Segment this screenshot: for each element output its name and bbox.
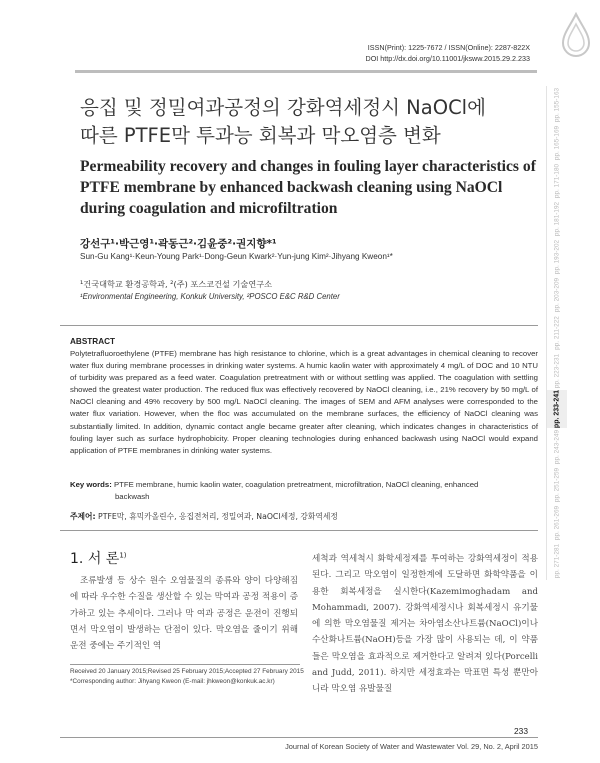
page-range-tab-label: pp. 223-231 — [553, 353, 561, 389]
title-ko-line: 따른 PTFE막 투과능 회복과 막오염층 변화 — [80, 124, 441, 147]
page-range-tab[interactable] — [546, 276, 567, 314]
authors-english: Sun-Gu Kang¹·Keun-Young Park¹·Dong-Geun Kwark²·Yun-jung Kim²·Jihyang Kweon¹* — [80, 252, 393, 261]
body-column-right: 세척과 역세척시 화학세정제를 투여하는 강화역세정이 적용된다. 그리고 막오염이 일정한계에 도달하면 화학약품을 이용한 회복세정을 실시한다(Kazemimoghadam and Mohammadi, 2007). 강화역세정시나 회복세정시 유기물에 의한 막오염물질 제거는 차아염소산나트륨(NaOCl)이나 수산화나트륨(NaOH)등을 가장 많이 사용되는 데, 이 약품들은 막오염을 효과적으로 제거한다고 알려져 있다(Porcelli and Judd, 2011). 하지만 세정효과는 막표면 특성 뿐만아니라 막오염 유발물질 — [312, 554, 538, 695]
page-range-tab-label: pp. 243-249 — [553, 429, 561, 465]
footer-divider — [60, 737, 538, 738]
affiliation-english: ¹Environmental Engineering, Konkuk University, ²POSCO E&C R&D Center — [80, 292, 340, 301]
page-range-tab[interactable] — [546, 428, 567, 466]
footnote-corresponding: *Corresponding author: Jihyang Kweon (E-mail: jhkweon@konkuk.ac.kr) — [70, 678, 275, 685]
page-range-tab-label: pp. 211-222 — [553, 316, 561, 350]
page-range-tab[interactable] — [546, 504, 567, 542]
authors-korean: 강선구¹·박근영¹·곽동근²·김윤중²·권지향*¹ — [80, 238, 277, 250]
page-range-tab-label: pp. 233-241 — [553, 389, 561, 429]
keywords-english — [70, 479, 538, 503]
water-drop-logo-icon — [560, 12, 592, 60]
abstract-text: Polytetrafluoroethylene (PTFE) membrane has high resistance to chlorine, which is a great advantages in chemical cleaning to recover water flux during membrane processes in drinking water systems. A humic kaolin water with approximately 4 mg/L of DOC and 10 NTU of turbidity was prepared as a feed water. Coagulation pretreatment with or without settling was applied. The coagulation with settling showed the greatest water production. The reduced flux was effectively recovered by NaOCl cleaning, i.e., 21% recovery by 50 mg/L of NaOCl cleaning and 49% recovery by 500 mg/L NaOCl cleaning. The images of SEM and AFM analyses were corresponded to the water flux variation. However, when the floc was accumulated on the membrane surfaces, the efficiency of NaOCl cleaning was substantially limited. In addition, dynamic contact angle became greater after cleaning, which indicates changes in characteristics of fouling layer such as surface hydrophobicity. Proper cleaning technologies during enhanced backwash using NaOCl would expand application of PTFE membranes in drinking water systems. — [70, 349, 538, 455]
page-range-tab[interactable] — [546, 162, 567, 200]
page-range-tab-label: pp. 193-202 — [553, 239, 561, 275]
section-heading — [70, 548, 127, 568]
title-ko-line: 응집 및 정밀여과공정의 강화역세정시 NaOCl에 — [80, 96, 486, 119]
page-range-tab[interactable] — [546, 238, 567, 276]
header-bar — [75, 70, 537, 73]
page-range-tab[interactable] — [546, 314, 567, 352]
page-range-tab-label: pp. 155-163 — [553, 87, 561, 123]
title-en-line: Permeability recovery and changes in fouling layer characteristics of — [80, 158, 536, 175]
page-number: 233 — [514, 726, 528, 736]
title-en-line: during coagulation and microfiltration — [80, 200, 338, 217]
section-title: 서 론 — [87, 551, 120, 567]
page-range-tab-label: pp. 251-259 — [553, 467, 561, 503]
page-range-tab-label: pp. 271-281 — [553, 543, 561, 579]
page-range-tab-label: pp. 171-180 — [553, 163, 561, 199]
page-range-tabs — [546, 86, 566, 580]
divider — [60, 530, 538, 531]
page-range-tab-label: pp. 165-169 — [553, 125, 561, 161]
page-range-tab[interactable] — [546, 542, 567, 580]
issn-line: ISSN(Print): 1225-7672 / ISSN(Online): 2287-822X — [367, 43, 530, 52]
footnote-dates: Received 20 January 2015;Revised 25 February 2015;Accepted 27 February 2015 — [70, 668, 304, 675]
title-en-line: PTFE membrane by enhanced backwash cleaning using NaOCl — [80, 179, 503, 196]
page-range-tab-label: pp. 181-192 — [553, 201, 561, 237]
footnote-divider — [70, 664, 300, 665]
page-range-tab-label: pp. 203-209 — [553, 277, 561, 313]
keywords-text-cont: backwash — [115, 492, 150, 501]
page-range-tab[interactable] — [546, 390, 567, 428]
keywords-ko-text: PTFE막, 휴믹카올린수, 응집전처리, 정밀여과, NaOCl세정, 강화역세정 — [98, 512, 338, 521]
body-column-left: 조류발생 등 상수 원수 오염물질의 종류와 양이 다양해짐에 따라 우수한 수질을 생산할 수 있는 막여과 공정 적용이 증가하고 있는 추세이다. 그러나 막 여과 공정은 운전이 진행되면서 막오염이 발생하는 단점이 있다. 막오염을 줄이기 위해 운전 중에는 주기적인 역 — [70, 576, 298, 652]
page-range-tab[interactable] — [546, 124, 567, 162]
affiliation-korean: ¹건국대학교 환경공학과, ²(주) 포스코건설 기술연구소 — [80, 279, 273, 289]
keywords-text: PTFE membrane, humic kaolin water, coagulation pretreatment, microfiltration, NaOCl cleaning, enhanced — [113, 480, 479, 489]
page-range-tab[interactable] — [546, 86, 567, 124]
page-range-tab-label: pp. 261-269 — [553, 505, 561, 541]
title-english — [80, 156, 540, 219]
doi-line[interactable]: DOI http://dx.doi.org/10.11001/jksww.2015.29.2.233 — [365, 54, 530, 63]
title-korean — [80, 94, 540, 150]
footnote — [70, 667, 310, 687]
section-number: 1. — [70, 551, 84, 567]
keywords-label: Key words: — [70, 480, 112, 489]
page-range-tab[interactable] — [546, 352, 567, 390]
page-range-tab[interactable] — [546, 466, 567, 504]
journal-citation: Journal of Korean Society of Water and Wastewater Vol. 29, No. 2, April 2015 — [285, 742, 538, 751]
keywords-ko-label: 주제어: — [70, 512, 96, 521]
keywords-korean — [70, 511, 338, 522]
divider — [60, 325, 538, 326]
page-range-tab[interactable] — [546, 200, 567, 238]
section-footnote-mark: 1) — [119, 551, 127, 560]
abstract-heading: ABSTRACT — [70, 337, 116, 346]
issn-doi-block — [366, 42, 531, 64]
